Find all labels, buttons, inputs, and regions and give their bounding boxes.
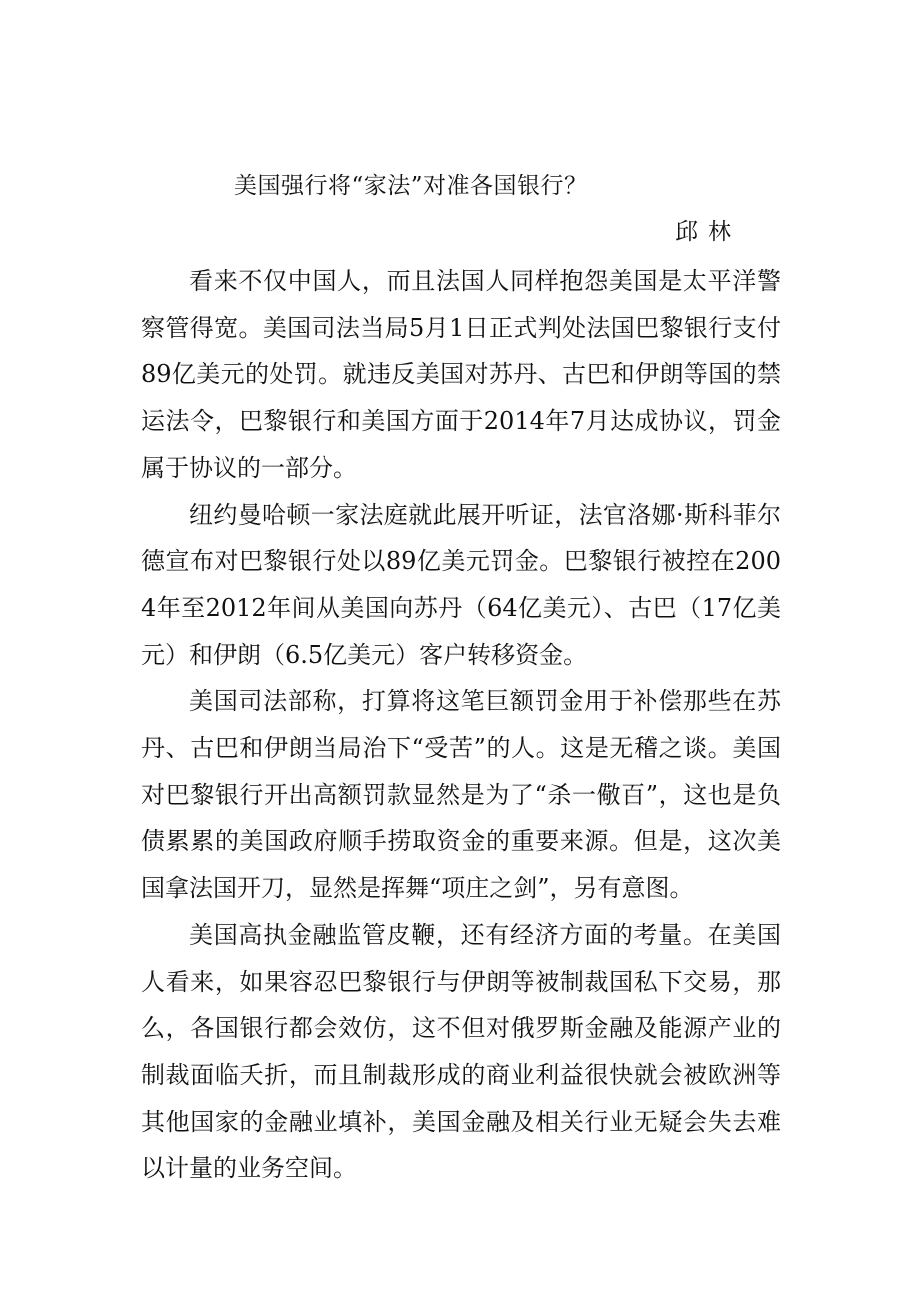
article-body (141, 258, 781, 1192)
paragraph: 看来不仅中国人，而且法国人同样抱怨美国是太平洋警察管得宽。美国司法当局5月1日正式判处法国巴黎银行支付89亿美元的处罚。就违反美国对苏丹、古巴和伊朗等国的禁运法令，巴黎银行和美国方面于2014年7月达成协议，罚金属于协议的一部分。 (141, 267, 781, 482)
article-title: 美国强行将“家法”对准各国银行？ (234, 173, 588, 199)
paragraph: 美国司法部称，打算将这笔巨额罚金用于补偿那些在苏丹、古巴和伊朗当局治下“受苦”的人。这是无稽之谈。美国对巴黎银行开出高额罚款显然是为了“杀一儆百”，这也是负债累累的美国政府顺手捞取资金的重要来源。但是，这次美国拿法国开刀，显然是挥舞“项庄之剑”，另有意图。 (141, 687, 781, 903)
paragraph: 纽约曼哈顿一家法庭就此展开听证，法官洛娜·斯科菲尔德宣布对巴黎银行处以89亿美元罚金。巴黎银行被控在2004年至2012年间从美国向苏丹（64亿美元）、古巴（17亿美元）和伊朗（6.5亿美元）客户转移资金。 (141, 500, 781, 669)
paragraph: 美国高执金融监管皮鞭，还有经济方面的考量。在美国人看来，如果容忍巴黎银行与伊朗等被制裁国私下交易，那么，各国银行都会效仿，这不但对俄罗斯金融及能源产业的制裁面临夭折，而且制裁形成的商业利益很快就会被欧洲等其他国家的金融业填补，美国金融及相关行业无疑会失去难以计量的业务空间。 (141, 920, 781, 1183)
article-author: 邱林 (675, 219, 741, 245)
